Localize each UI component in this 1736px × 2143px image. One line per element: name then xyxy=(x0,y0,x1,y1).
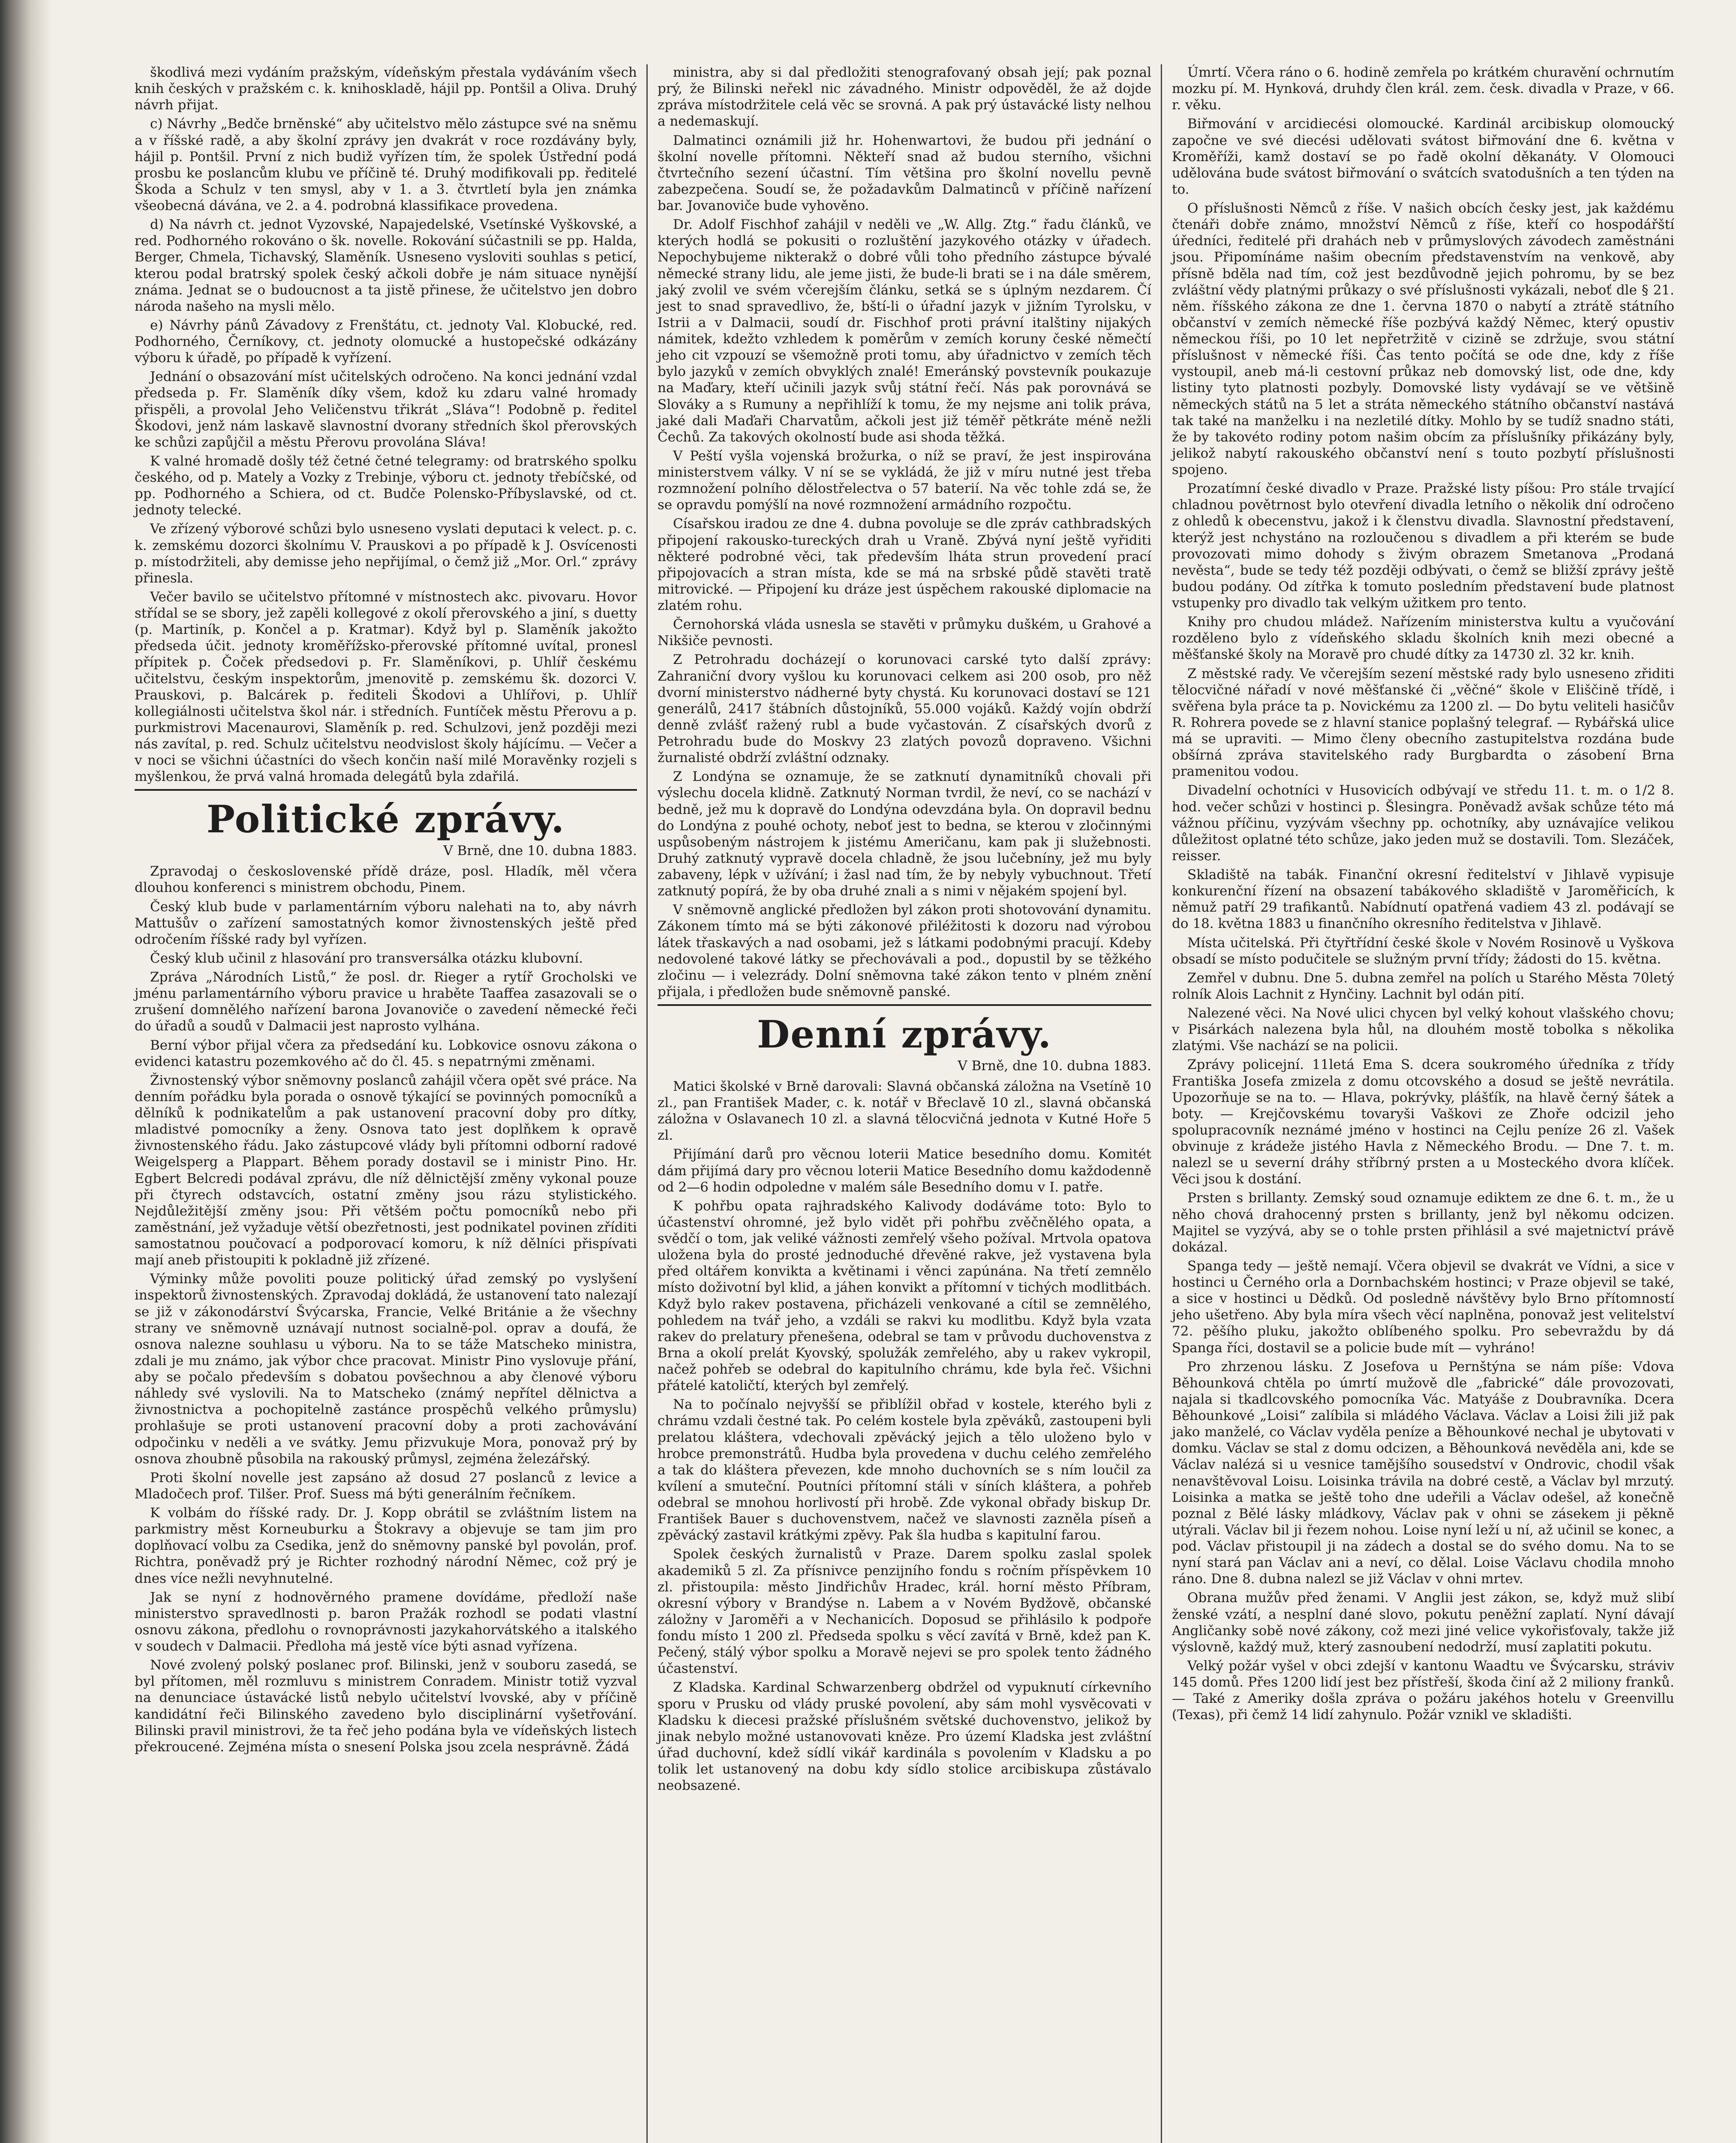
article-paragraph: Zpravodaj o československé přídě dráze, posl. Hladík, měl včera dlouhou konferenci s ministrem obchodu, Pinem. xyxy=(135,864,637,896)
article-paragraph: V Peští vyšla vojenská brožurka, o níž se praví, že jest inspirována ministerstvem války. V ní se se vykládá, že již v míru nutné jest třeba rozmnožení polního dělostřelectva o 57 baterií. Na věc tohle zdá se, že se opravdu pomýšlí na nové rozmnožení armádního rozpočtu. xyxy=(658,448,1151,513)
column-1-continued-article xyxy=(135,64,637,785)
column-3-daily-news xyxy=(1172,64,1674,1723)
column-rule-1 xyxy=(646,64,648,2143)
article-paragraph: V sněmovně anglické předložen byl zákon proti shotovování dynamitu. Zákonem tímto má se býti zákonové přiléžitosti k dozoru nad výrobou látek třaskavých a nad osobami, jež s látkami podobnými pracují. Kdeby nedovolené takové látky se přechovávali a pod., dopustil by se těžkého zločinu — i velezrády. Dolní sněmovna také zákon tento v plném znění přijala, i předložen bude sněmovně panské. xyxy=(658,902,1151,999)
article-paragraph: Živnostenský výbor sněmovny poslanců zahájil včera opět své práce. Na denním pořádku byla porada o osnově týkající se povinných pomocníků a dělníků k podnikatelům a pak ustanovení pracovní doby pro dítky, mladistvé pomocníky a ženy. Osnova tato jest doplňkem k opravě živnostenského řádu. Jako zástupcové vlády byli přítomni odborní radové Weigelsperg a Plappart. Během porady dostavil se i ministr Pino. Hr. Egbert Belcredi podával zprávu, dle níž dělnictější změny vykonal pouze při čtyrech odstavcích, ostatní změny jsou rázu stylistického. Nejdůležitější změny jsou: Při většém počtu pomocníků nebo při zaměstnání, jež vyžaduje větší obezřetnosti, jest podnikatel povinen zříditi samostatnou poučovací a podporovací komoru, k níž dělníci přispívati mají aneb přistoupiti k pokladně již zřízené. xyxy=(135,1072,637,1268)
denni-zpravy-heading: Denní zprávy. xyxy=(757,1012,1052,1056)
article-paragraph: K volbám do říšské rady. Dr. J. Kopp obrátil se zvláštním listem na parkmistry měst Korneuburku a Štokravy a objevuje se tam jim pro doplňovací volbu za Csedika, jenž do sněmovny panské byl povolán, prof. Richtra, poněvadž prý je Richter rozhodný národní Němec, což prý je dnes více nežli nevyhnutelné. xyxy=(135,1505,637,1586)
article-paragraph: O příslušnosti Němců z říše. V našich obcích česky jest, jak každému čtenáři dobře známo, množství Němců z říše, kteří co hospodářští úředníci, ředitelé při drahách neb v průmyslových závodech zaměstnáni jsou. Připomínáme našim obecním představenstvím na venkově, aby přísně bděla nad tím, což jest bezdůvodně jejich pohromu, by se bez zvláštní vědy platnými průkazy o své příslušnosti vykázali, neboť dle § 21. něm. říšského zákona ze dne 1. června 1870 o nabytí a ztrátě státního občanství v zemích německé říše pozbývá každý Němec, který opustiv německou říši, po 10 let nepřetržitě v cizině se zdržuje, svou státní příslušnost v německé říši. Čas tento počítá se ode dne, kdy z říše vystoupil, aneb má-li cestovní průkaz neb domovský list, ode dne, kdy listiny tyto platnosti pozbyly. Domovské listy vydávají se ve většině německých států na 5 let a stráta německého státního občanství nastává tak také na manželku i na nezletilé dítky. Mohlo by se tudíž snadno státi, že by takovéto rodiny potom našim obcím za příslušníky přikázány byly, jelikož nabytí rakouského občanství není s touto pozbytí příslušnosti spojeno. xyxy=(1172,201,1674,477)
article-paragraph: Matici školské v Brně darovali: Slavná občanská záložna na Vsetíně 10 zl., pan František Mader, c. k. notář v Břeclavě 10 zl., slavná občanská záložna v Oslavanech 10 zl. a slavná tělocvičná jednota v Kutné Hoře 5 zl. xyxy=(658,1078,1151,1144)
column-1 xyxy=(129,64,643,2143)
article-paragraph: Výminky může povoliti pouze politický úřad zemský po vyslyšení inspektorů živnostenských. Zpravodaj dokládá, že ustanovení tato nalezají se již v zákonodárství Švýcarska, Francie, Velké Británie a že všechny strany ve sněmovně uznávají nutnost socialně-pol. oprav a doufá, že osnova nalezne souhlasu u výboru. Na to se táže Matscheko ministra, zdali je mu známo, jak výbor chce pracovat. Ministr Pino vyslovuje přání, aby se počalo především s dobatou povšechnou a aby členové výboru náhledy své vyslovili. Na to Matscheko (známý nepřítel dělnictva a živnostnictva a pochopitelně zastánce prospěchů velkého průmyslu) prohlašuje se proti ustanovení pracovní doby a proti zachovávání odpočinku v neděli a ve svátky. Jemu přizvukuje Mora, ponovaž prý by osnova zhoubně působila na rakouský průmysl, zejména železářský. xyxy=(135,1271,637,1467)
column-rule-2 xyxy=(1161,64,1162,2143)
article-paragraph: Pro zhrzenou lásku. Z Josefova u Pernštýna se nám píše: Vdova Běhounková chtěla po úmrtí mužově dle „fabrické“ dále provozovati, najala si tkadlcovského pomocníka Vác. Matyáše z Doubravníka. Dcera Běhounkové „Loisi“ zalíbila si mládého Václava. Václav a Loisi žili již pak jako manželé, co Václav vyděla peníze a Běhounkové nechal je ubytovati v domku. Václav se stal z domu odcizen, a Běhounková nevěděla ani, kde se Václav nalézá si u vesnice tamějšího sousedství v Ondrovic, chodil však nenavštěvoval Loisu. Loisinka trávila na dobré cestě, a Václav byl mrzutý. Loisinka a matka se ještě toho dne udeřili a Václav odešel, až konečně poznal z Bělé lásky mládkovy, Václav pak v ohni se zásekem ji pěkně utýrali. Václav bil ji řezem nohou. Loise nyní leží u ní, až učinil se konec, a pod. Václav přistoupil ji na zádech a dostal se do svého domu. Na to se nyní stará pan Václav ani a neví, co dělal. Loise Václavu chodila mnoho ráno. Dne 8. dubna nalezl se již Václav v ohni mrtev. xyxy=(1172,1359,1674,1587)
article-paragraph: Velký požár vyšel v obci zdejší v kantonu Waadtu ve Švýcarsku, stráviv 145 domů. Přes 1200 lidí jest bez přístřeší, škoda činí až 2 miliony franků. — Také z Ameriky došla zpráva o požáru jakéhos hotelu v Greenvillu (Texas), při čemž 14 lidí zahynulo. Požár vznikl ve skladišti. xyxy=(1172,1658,1674,1723)
article-paragraph: Jednání o obsazování míst učitelských odročeno. Na konci jednání vzdal předseda p. Fr. Slaměník díky všem, kdož ku zdaru valné hromady přispěli, a provolal Jeho Veličenstvu třikrát „Sláva“! Podobně p. ředitel Škodovi, jenž nám laskavě slavnostní dvorany středních škol přerovských ke schůzi zapůjčil a městu Přerovu provolána Sláva! xyxy=(135,369,637,450)
article-paragraph: Obrana mužův před ženami. V Anglii jest zákon, se, když muž slibí ženské vzátí, a nesplní dané slovo, pokutu peněžní zaplatí. Nyní dávají Angličanky sobě nové zákony, což mezi jiné velice vykořisťovaly, takže již výslovně, každý muž, který zasnoubení nedodrží, musí zaplatiti pokutu. xyxy=(1172,1590,1674,1655)
article-paragraph: Prozatímní české divadlo v Praze. Pražské listy píšou: Pro stále trvající chladnou povětrnost bylo otevření divadla letního o několik dní odročeno z ohledů k obecenstvu, jakož i k členstvu divadla. Slavnostní představení, kterýž jest nchystáno na rozloučenou s divadlem a při kterém se bude provozovati mimo dohody s živým obrazem Smetanova „Prodaná nevěsta“, bude se tedy též později odbývati, o čemž se bližší zprávy ještě budou podány. Od zítřka k tomuto posledním představení bude platnost vstupenky pro divadlo tak velkým užitkem pro tento. xyxy=(1172,481,1674,611)
column-2 xyxy=(652,64,1157,2143)
article-paragraph: Spanga tedy — ještě nemají. Včera objevil se dvakrát ve Vídni, a sice v hostinci u Černého orla a Dornbachském hostinci; v Praze objevil se také, a sice v hostinci u Dědků. Od posledně návštěvy bylo Brno přítomností jeho ušetřeno. Aby byla míra všech věcí naplněna, ponovaž jest velitelství 72. pěšího pluku, jakožto oblíbeného spolku. Pro sebevraždu by dá Spanga říci, dostavil se a policie bude mít — vyhráno! xyxy=(1172,1258,1674,1356)
article-paragraph: Zprávy policejní. 11letá Ema S. dcera soukromého úředníka z třídy Františka Josefa zmizela z domu otcovského a dosud se ještě nevrátila. Upozorňuje se na to. — Hlava, pokrývky, plášťík, na hlavě černý šátek a boty. — Krejčovskému tovaryši Vaškovi ze Zhoře odcizil jeho spolupracovník neznámé jméno v hostinci na Cejlu peníze 26 zl. Vašek obvinuje z krádeže jistého Havla z Německého Brodu. — Dne 7. t. m. nalezl se u severní dráhy stříbrný prsten a u Mosteckého dvora klíček. Věci jsou k dostání. xyxy=(1172,1057,1674,1187)
politicke-dateline: V Brně, dne 10. dubna 1883. xyxy=(443,843,637,859)
article-paragraph: Přijímání darů pro věcnou loterii Matice besedního domu. Komitét dám přijímá dary pro věcnou loterii Matice Besedního domu každodenně od 2—6 hodin odpoledne v malém sále Besedního domu v I. patře. xyxy=(658,1147,1151,1195)
article-paragraph: Berní výbor přijal včera za předsedání ku. Lobkovice osnovu zákona o evidenci katastru pozemkového ač do čl. 45. s nepatrnými změnami. xyxy=(135,1037,637,1069)
politicke-zpravy-heading: Politické zprávy. xyxy=(206,797,565,842)
article-paragraph: d) Na návrh ct. jednot Vyzovské, Napajedelské, Vsetínské Vyškovské, a red. Podhorného rokováno o šk. novelle. Rokování súčastnili se pp. Halda, Berger, Chmela, Tichavský, Slaměník. Usneseno vysloviti souhlas s peticí, kterou podal bratrský spolek český ačkoli dobře je nám situace nynější známa. Jednat se o budoucnost a ta jistě přinese, že učitelstvo jen dobro národa našeho na mysli mělo. xyxy=(135,217,637,314)
article-paragraph: Z Londýna se oznamuje, že se zatknutí dynamitníků chovali při výslechu docela klidně. Zatknutý Norman tvrdil, že neví, co se nachází v bedně, jež mu k dopravě do Londýna odevzdána byla. On dopravil bednu do Londýna z pouhé ochoty, neboť jest to bedna, se kterou v zločinnými uspůsobeným nástrojem k jistému Američanu, kam pak ji služebnosti. Druhý zatknutý vypravě docela chladně, že jsou lučebníny, jež mu byly zabaveny, lépk v užívání; i žasl nad tím, že by nebyly vybuchnout. Třetí zatknutý popírá, že by oba druhé znali a s nimi v nějakém spojení byl. xyxy=(658,769,1151,899)
article-paragraph: Nalezené věci. Na Nové ulici chycen byl velký kohout vlašského chovu; v Pisárkách nalezena byla hůl, na dlouhém mostě tobolka s několika zlatými. Vše nachází se na policii. xyxy=(1172,1005,1674,1054)
article-paragraph: Z Petrohradu docházejí o korunovaci carské tyto další zprávy: Zahraniční dvory vyšlou ku korunovaci celkem asi 200 osob, pro něž dvorní ministerstvo nádherné byty chystá. Ku korunovaci dostaví se 121 generálů, 2417 štábních důstojníků, 55.000 vojáků. Každý vojín obdrží denně zvlášť ražený rubl a bude vyčastován. Z císařských dvorů z Petrohradu bude do Moskvy 23 zlatých povozů dopraveno. Všichni žurnalisté obdrží zvláštní odznaky. xyxy=(658,652,1151,766)
article-paragraph: Prsten s brillanty. Zemský soud oznamuje ediktem ze dne 6. t. m., že u něho chová drahocenný prsten s brillanty, jenž byl někomu odcizen. Majitel se vyzývá, aby se o tohle prsten přihlásil a své majetnictví právě dokázal. xyxy=(1172,1190,1674,1255)
politicke-zpravy-body xyxy=(135,863,637,1755)
section-divider xyxy=(135,789,637,791)
article-paragraph: Dr. Adolf Fischhof zahájil v neděli ve „W. Allg. Ztg.“ řadu článků, ve kterých hodlá se pokusiti o rozluštění jazykového otázky v úřadech. Nepochybujeme nikterakž o dobré vůli toho předního zástupce bývalé německé strany lidu, ale jeme jisti, že bude-li brati se i na dále směrem, jaký zvolil ve svém včerejším článku, setká se s úplným nezdarem. Čí jest to snad spravedlivo, že, bští-li o úřadní jazyk v jižním Tyrolsku, v Istrii a v Dalmacii, soudí dr. Fischhof proti právní italštiny nijakých námitek, kdežto vzhledem k poměrům v zemích koruny české němečtí jeho cit vzpouzí se všemožně proti tomu, aby úřadnictvo v zemích těch bylo jazyků v zemích obvyklých znalé! Emeránský povstevník poukazuje na Maďary, kteří učinili jazyk svůj státní řečí. Nás pak porovnává se Slováky a s Rumuny a nepřihlíží k tomu, že my nejsme ani tolik práva, jaké dali Maďaři Charvatům, ačkoli jest již téměř pětkráte méně nežli Čechů. Za takových okolností bude asi shoda těžká. xyxy=(658,217,1151,445)
article-paragraph: Knihy pro chudou mládež. Nařízením ministerstva kultu a vyučování rozděleno bylo z vídeňského skladu školních knih mezi obecné a měšťanské školy na Moravě pro chudé dítky za 14730 zl. 32 kr. knih. xyxy=(1172,614,1674,663)
article-paragraph: Zemřel v dubnu. Dne 5. dubna zemřel na polích u Starého Města 70letý rolník Alois Lachnit z Hynčiny. Lachnit byl odán pití. xyxy=(1172,970,1674,1002)
article-paragraph: Ve zřízený výborové schůzi bylo usneseno vyslati deputaci k velect. p. c. k. zemskému dozorci školnímu V. Prauskovi a po případě k J. Osvícenosti p. místodržiteli, aby demisse jeho nepřijímal, o čemž již „Mor. Orl.“ zprávy přinesla. xyxy=(135,521,637,586)
article-paragraph: e) Návrhy pánů Závadovy z Frenštátu, ct. jednoty Val. Klobucké, red. Podhorného, Černíkovy, ct. jednoty olomucké a hustopečské odkázány výboru k úřadě, po případě k vyřízení. xyxy=(135,317,637,366)
article-paragraph: ministra, aby si dal předložiti stenografovaný obsah její; pak poznal prý, že Bilinski neřekl nic závadného. Ministr odpověděl, že až dojde zpráva místodržitele celá věc se srovná. A pak prý ústavácké listy nelhou a nedemaskují. xyxy=(658,65,1151,129)
article-paragraph: Úmrtí. Včera ráno o 6. hodině zemřela po krátkém churavění ochrnutím mozku pí. M. Hynková, druhdy člen král. zem. česk. divadla v Praze, v 66. r. věku. xyxy=(1172,65,1674,113)
article-paragraph: Český klub bude v parlamentárním výboru nalehati na to, aby návrh Mattušův o zařízení samostatných komor živnostenských ještě před odročením říšské rady byl vyřízen. xyxy=(135,899,637,947)
article-paragraph: c) Návrhy „Bedče brněnské“ aby učitelstvo mělo zástupce své na sněmu a v říšské radě, a aby školní zprávy jen dvakrát v roce rozdávány byly, hájil p. Pontšil. První z nich budiž vyřízen tím, že spolek Ústřední podá prosbu ke poslancům klubu ve příčině té. Druhý modifikovali pp. ředitelé Škoda a Schulz v ten smysl, aby v 1. a 3. čtvrtletí byla jen známka všeobecná dávána, ve 2. a 4. podrobná klassifikace provedena. xyxy=(135,116,637,213)
column-3 xyxy=(1166,64,1680,2143)
article-paragraph: Biřmování v arcidiecési olomoucké. Kardinál arcibiskup olomoucký započne ve své diecési udělovati svátost biřmování dne 6. května v Kroměříži, kamž dostaví se po řadě okolní děkanáty. V Olomouci udělována bude svátost biřmování o svátcích svatodušních a ten týden na to. xyxy=(1172,116,1674,197)
article-paragraph: Z Kladska. Kardinal Schwarzenberg obdržel od vypuknutí církevního sporu v Prusku od vlády pruské povolení, aby sám mohl vysvěcovati v Kladsku k diecesi pražské příslušném světské duchovenstvo, jelikož by jinak nebylo možné ustanovovati kněze. Pro území Kladska jest zvláštní úřad duchovní, kdež sídlí vikář kardinála s povolením v Kladsku a po tolik let ustanovený na dobu kdy sídlo stolice arcibiskupa zůstávalo neobsazené. xyxy=(658,1680,1151,1794)
article-paragraph: Český klub učinil z hlasování pro transversálka otázku klubovní. xyxy=(150,950,583,966)
article-paragraph: K pohřbu opata rajhradského Kalivody dodáváme toto: Bylo to účastenství ohromné, jež bylo vidět při pohřbu zvěčnělého opata, a svědčí o tom, jak veliké vážnosti zemřelý všeho požíval. Mrtvola opatova uložena byla do prosté jednoduché dřevěné rakve, jež vystavena byla před oltářem konvikta a květinami i věnci zapúnána. Na třetí zemnělo místo doživotní byl klid, a jáhen konvikt a přítomní v tichých modlitbách. Když bylo rakev postavena, přicházeli venkované a cítil se zemnělého, pohledem na tvář jeho, a vzdáli se rakvi ku modlitbu. Když byla vzata rakev do prelatury přenešena, odebral se tam v průvodu duchovenstva z Brna a okolí prelát Kyovský, spolužák zemřelého, aby u rakev vykropil, načež pohřeb se odebral do kapitulního chrámu, kde byla řeč. Všichni přátelé katoličtí, kterých byl zemřelý. xyxy=(658,1198,1151,1394)
article-paragraph: Jak se nyní z hodnověrného pramene dovídáme, předloží naše ministerstvo spravedlnosti p. baron Pražák rozhodl se podati vlastní osnovu zákona, předlohu o rovnoprávnosti jazykahorvátského a italského v soudech v Dalmacii. Předloha má jestě více býti asnad vyřízena. xyxy=(135,1589,637,1654)
section-divider xyxy=(658,1004,1151,1006)
article-paragraph: Spolek českých žurnalistů v Praze. Darem spolku zaslal spolek akademiků 5 zl. Za přísnivce penzijního fondu s ročním příspěvkem 10 zl. přistoupila: město Jindřichův Hradec, král. horní město Příbram, okresní výbory v Brandýse n. Labem a v Novém Bydžově, občanské záložny v Jaroměři a v Nechanicích. Doposud se přihlásilo k podpoře fondu místo 1 200 zl. Předseda spolku s věcí zavítá v Brně, kdež pan K. Pečený, stálý výbor spolku a Moravě nejevi se pro spolek tento žádného účastenství. xyxy=(658,1546,1151,1677)
article-paragraph: Císařskou iradou ze dne 4. dubna povoluje se dle zpráv cathbradských připojení rakousko-tureckých drah u Vraně. Zbývá nyní ještě vyřiditi některé podrobné věci, tak především lháta strun provedení prací připojovacích a stran místa, kde se má na srbské půdě stavěti tratě mitrovické. — Připojení ku dráze jest úspěchem rakouské diplomacie na zlatém rohu. xyxy=(658,516,1151,613)
article-paragraph: Z městské rady. Ve včerejším sezení městské rady bylo usneseno zřiditi tělocvičné nářadí v nové měšťanské či „věčné“ škole v Eliščině třídě, i svěřena byla práce ta p. Novickému za 1200 zl. — Do bytu veliteli hasičův R. Rohrera povede se z hlavní stanice poplašný telegraf. — Rybářská ulice má se upraviti. — Mimo členy obecního zastupitelstva rozdána bude obšírná zpráva stavitelského rady Burgbardta o zásobení Brna pramenitou vodou. xyxy=(1172,666,1674,780)
denni-dateline: V Brně, dne 10. dubna 1883. xyxy=(958,1058,1151,1074)
denni-zpravy-body xyxy=(658,1078,1151,1794)
article-paragraph: Proti školní novelle jest zapsáno až dosud 27 poslanců z levice a Mladočech prof. Tilšer. Prof. Suess má býti generálním řečníkem. xyxy=(135,1470,637,1502)
article-paragraph: Večer bavilo se učitelstvo přítomné v místnostech akc. pivovaru. Hovor střídal se se sbory, jež zapěli kollegové z okolí přerovského a jiní, s duetty (p. Martiník, p. Končel a p. Kratmar). Když byl p. Slaměník jakožto předseda účit. jednoty kroměřížsko-přerovské přítomné uvítal, pronesl přípitek p. Čoček předsedovi p. Fr. Slaměníkovi, p. Uhlíř českému učitelstvu, českým inspektorům, jmenovitě p. zemskému šk. dozorci V. Prauskovi, p. Balcárek p. řediteli Škodovi a Uhlířovi, p. Uhlíř kollegiálnosti učitelstva škol nár. i středních. Funtíček městu Přerovu a p. purkmistrovi Macenaurovi, Slaměník p. red. Schulzovi, jenž později mezi nás zavítal, p. red. Schulz učitelstvu neodvislost školy hájícímu. — Večer a v noci se všichni účastníci do všech končin naší milé Moravěnky rozjeli s myšlenkou, že prvá valná hromada delegátů byla zdařilá. xyxy=(135,589,637,785)
binding-edge-shadow xyxy=(0,0,51,2143)
article-paragraph: Dalmatinci oznámili již hr. Hohenwartovi, že budou při jednání o školní novelle přítomni. Někteří snad až budou sterního, všichni čtvrtečního sezení účastní. Tím většina pro školní novellu pevně zabezpečena. Soudí se, že požadavkům Dalmatinců v příčině nařízení bar. Jovanoviče bude vyhověno. xyxy=(658,132,1151,213)
article-paragraph: škodlivá mezi vydáním pražským, vídeňským přestala vydáváním všech knih českých v pražském c. k. knihoskladě, hájil pp. Pontšil a Oliva. Druhý návrh přijat. xyxy=(135,65,637,113)
article-paragraph: Nové zvolený polský poslanec prof. Bilinski, jenž v souboru zasedá, se byl přítomen, měl rozmluvu s ministrem Conradem. Ministr totiž vyzval na denunciace ústavácké listů nebylo učitelství lvovské, aby v příčině kandidátní řeči Bilinského zavedeno bylo disciplinární vyšetřování. Bilinski pravil ministrovi, že ta řeč jeho podána byla ve vídeňských listech překroucené. Zejména místa o snesení Polska jsou zcela nesprávně. Žádá xyxy=(135,1657,637,1755)
article-paragraph: Místa učitelská. Při čtyřtřídní české škole v Novém Rosinově u Vyškova obsadí se místo podučitele se služným první třídy; žádosti do 15. května. xyxy=(1172,935,1674,967)
article-paragraph: K valné hromadě došly též četné četné telegramy: od bratrského spolku českého, od p. Mately a Vozky z Trebinje, výboru ct. jednoty třebíčské, od pp. Podhorného a Schiera, od ct. Budče Polensko-Příbyslavské, od ct. jednoty telecké. xyxy=(135,453,637,518)
article-paragraph: Divadelní ochotníci v Husovicích odbývají ve středu 11. t. m. o 1/2 8. hod. večer schůzi v hostinci p. Šlesingra. Poněvadž avšak schůze této má vážnou příčinu, vyzývám všechny pp. ochotníky, aby uznávajíce velikou důležitost oplatné této schůze, jako jeden muž se dostavili. Tom. Slezáček, reisser. xyxy=(1172,783,1674,864)
column-2-political-news xyxy=(658,64,1151,1000)
article-paragraph: Zpráva „Národních Listů,“ že posl. dr. Rieger a rytíř Grocholski ve jménu parlamentárního výboru pravice u hraběte Taaffea zasazovali se o zrušení domnělého nařízení barona Jovanoviče o zavedení německé řeči do úřadů a soudů v Dalmacii jest naprosto vylhána. xyxy=(135,969,637,1034)
article-paragraph: Skladiště na tabák. Finanční okresní ředitelství v Jihlavě vypisuje konkurenční řízení na obsazení tabákového skladiště v Jaroměřicích, k němuž patří 29 trafikantů. Nabídnutí opatřená vadiem 43 zl. podávají se do 18. května 1883 u finančního okresního ředitelstva v Jihlavě. xyxy=(1172,867,1674,932)
article-paragraph: Na to počínalo nejvyšší se přiblížil obřad v kostele, kterého byli z chrámu vzdali čestné tak. Po celém kostele byla zpěváků, zastoupeni byli prelatou kláštera, vdechovali zpěvácký jejich a tělo uloženo bylo v hrobce premonstrátů. Hudba byla provedena v duchu celého zemřelého a tak do kláštera převezen, kde mnoho duchovních se s ním loučil za kvílení a smuteční. Poutníci přítomní stáli v síních kláštera, a pohřeb odebral se mnohou horlivostí při hrobě. Zde vykonal obřady biskup Dr. František Bauer s duchovenstvem, načež ve slavnosti zazněla píseň a zpěvácký zastavil krátkými zpěvy. Pak šla hudba s kapitulní farou. xyxy=(658,1397,1151,1543)
article-paragraph: Černohorská vláda usnesla se stavěti v průmyku duškém, u Grahové a Nikšiče pevnosti. xyxy=(658,617,1151,649)
